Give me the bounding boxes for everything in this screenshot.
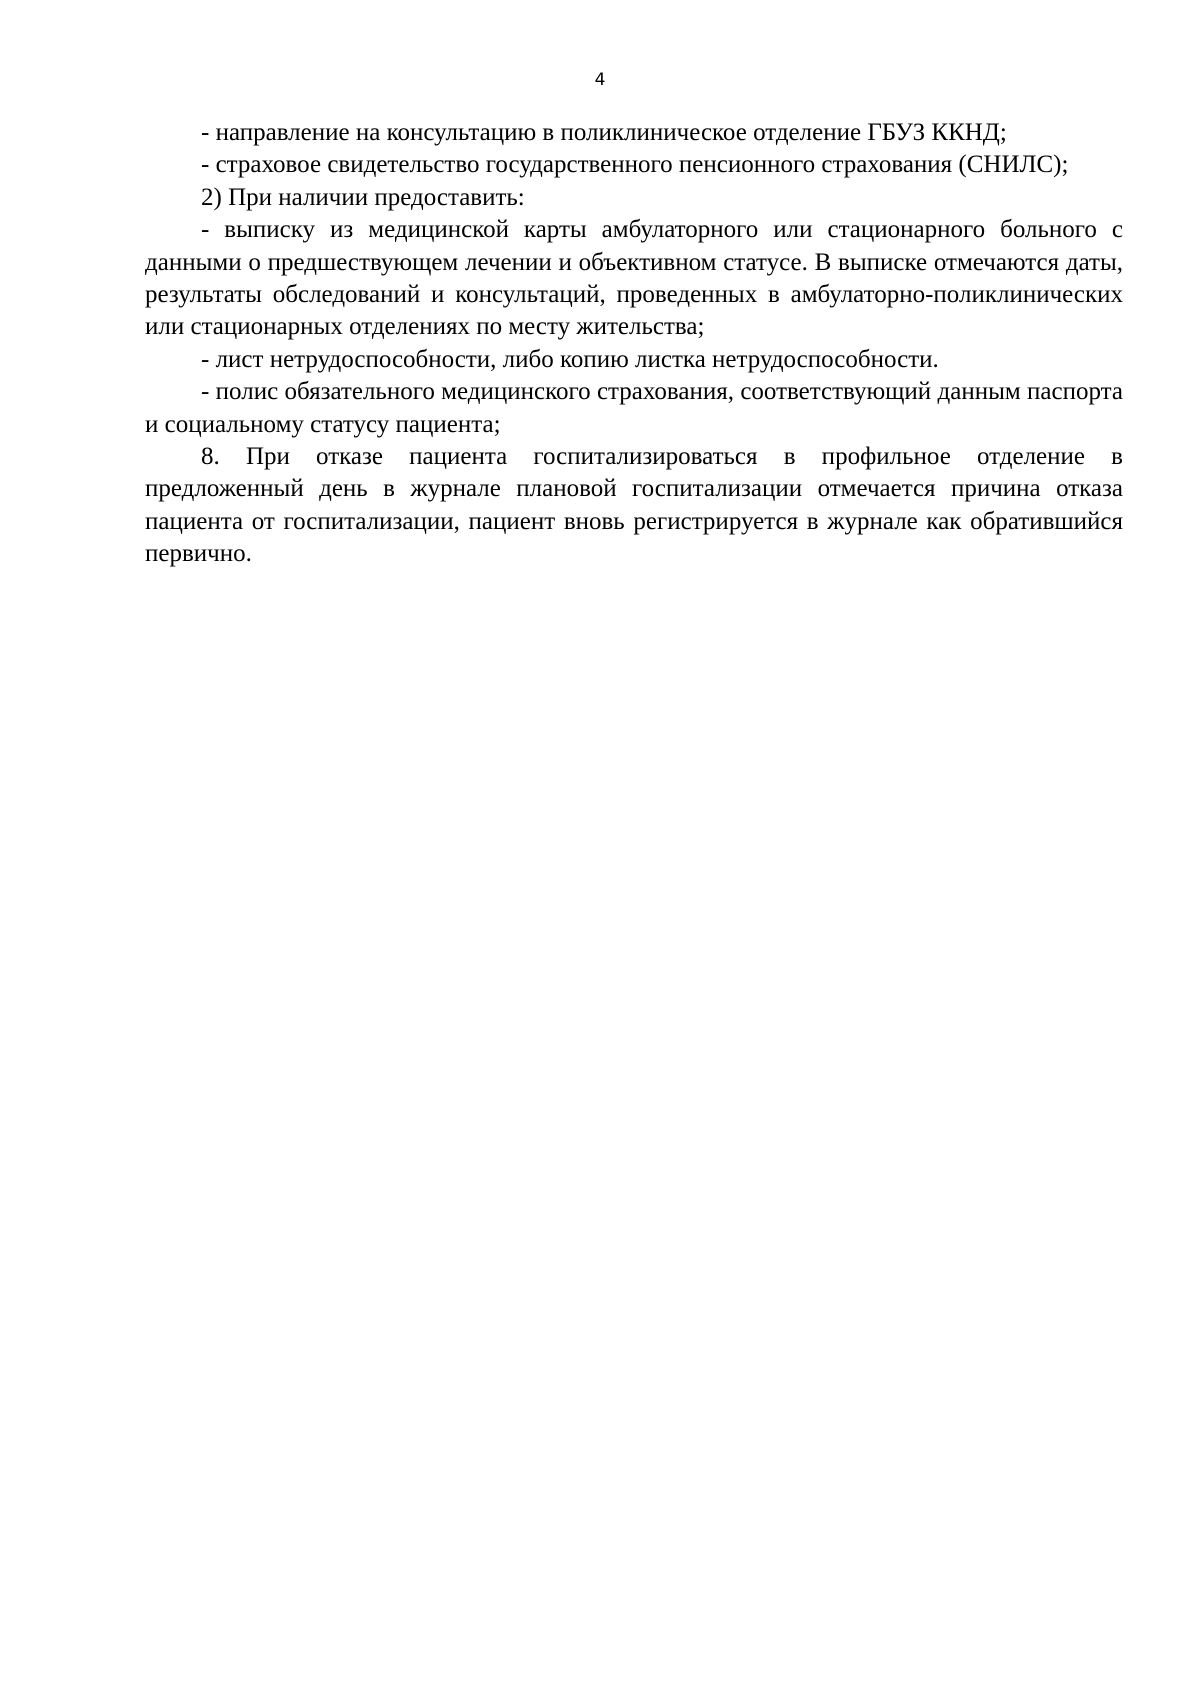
page-number: 4 xyxy=(594,70,606,90)
paragraph-medical-extract: - выписку из медицинской карты амбулаторного или стационарного больного с данными о предшествующем лечении и объективном статусе. В выписке отмечаются даты, результаты обследований и консультаций, проведенных в амбулаторно-поликлинических или стационарных отделениях по месту жительства; xyxy=(145,216,1123,341)
paragraph-sick-leave: - лист нетрудоспособности, либо копию листка нетрудоспособности. xyxy=(201,345,939,373)
document-body xyxy=(145,117,1123,571)
paragraph-snils: - страховое свидетельство государственного пенсионного страхования (СНИЛС); xyxy=(201,151,1069,179)
paragraph-if-available: 2) При наличии предоставить: xyxy=(201,183,525,211)
paragraph-refusal-clause: 8. При отказе пациента госпитализироваться в профильное отделение в предложенный день в журнале плановой госпитализации отмечается причина отказа пациента от госпитализации, пациент вновь регистрируется в журнале как обратившийся первично. xyxy=(145,443,1123,568)
paragraph-referral: - направление на консультацию в поликлиническое отделение ГБУЗ ККНД; xyxy=(201,119,1007,146)
paragraph-insurance-policy: - полис обязательного медицинского страхования, соответствующий данным паспорта и социальному статусу пациента; xyxy=(145,378,1123,438)
